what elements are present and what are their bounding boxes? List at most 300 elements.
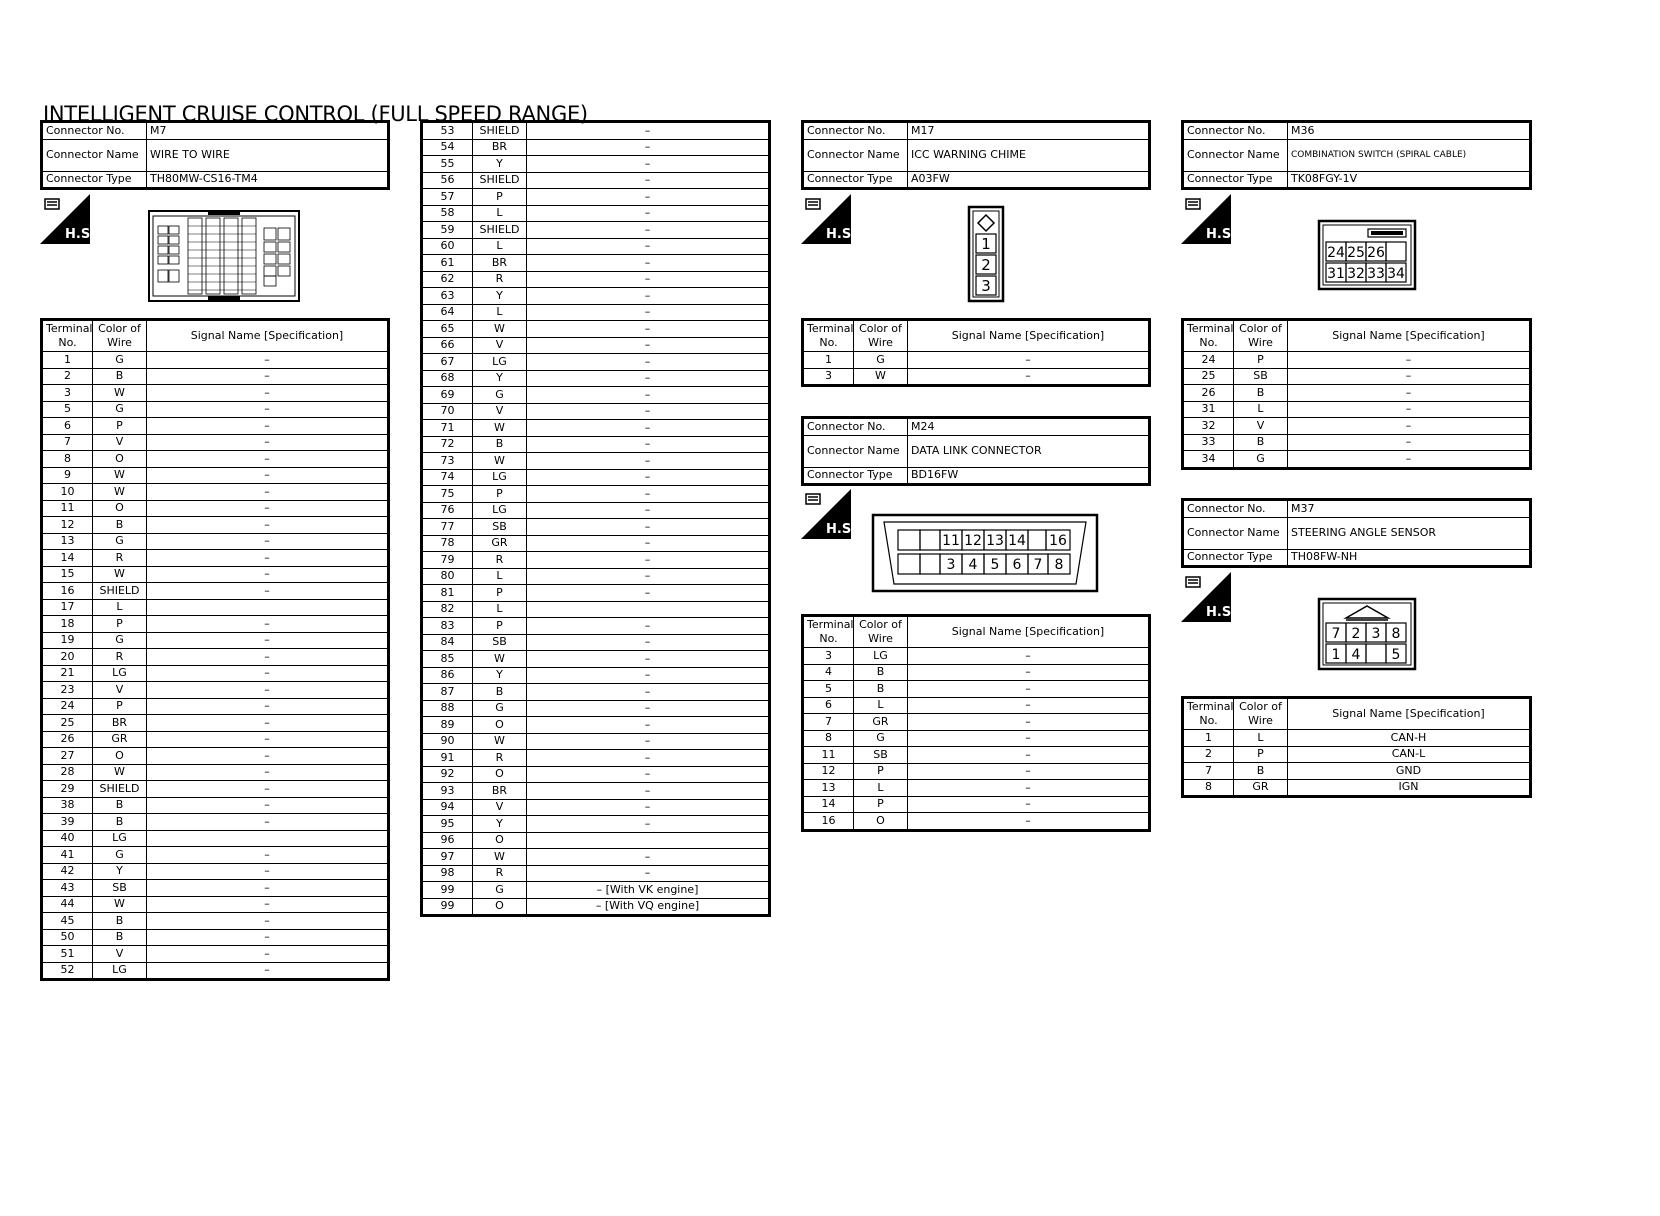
signal-name: – [147, 781, 389, 798]
wire-color: Y [93, 863, 147, 880]
wire-color: L [1234, 730, 1288, 747]
signal-name: – [1288, 368, 1531, 385]
m7-row [42, 484, 389, 501]
signal-name: CAN-H [1288, 730, 1531, 747]
terminal-no: 2 [42, 368, 93, 385]
signal-name: – [147, 566, 389, 583]
m36-connector-name: COMBINATION SWITCH (SPIRAL CABLE) [1288, 139, 1531, 171]
signal-name: – [527, 552, 770, 569]
m24-pin-3: 3 [946, 557, 956, 573]
terminal-no: 1 [42, 352, 93, 369]
terminal-no: 27 [42, 748, 93, 765]
m24-row [803, 664, 1150, 681]
m17-row [803, 352, 1150, 369]
wire-color: G [473, 387, 527, 404]
signal-name: – [147, 814, 389, 831]
wire-color: P [473, 618, 527, 635]
wire-color: V [473, 337, 527, 354]
terminal-no: 7 [1183, 763, 1234, 780]
signal-name: – [908, 796, 1150, 813]
m24-row [803, 796, 1150, 813]
wire-color: L [473, 601, 527, 618]
wire-color: W [93, 764, 147, 781]
m7-row [42, 913, 389, 930]
wire-color: G [473, 882, 527, 899]
signal-name: – [527, 717, 770, 734]
wire-color: G [93, 632, 147, 649]
signal-name: – [147, 896, 389, 913]
terminal-no: 11 [42, 500, 93, 517]
terminal-no: 85 [422, 651, 473, 668]
label-connector-type: Connector Type [1183, 171, 1288, 189]
m7-row [422, 387, 770, 404]
wire-color: O [473, 717, 527, 734]
terminal-no: 81 [422, 585, 473, 602]
m7-terminal-table [40, 318, 390, 981]
signal-name: – [1288, 418, 1531, 435]
wire-color: O [854, 813, 908, 831]
wire-color: GR [473, 535, 527, 552]
signal-name: – [527, 205, 770, 222]
terminal-no: 6 [42, 418, 93, 435]
m24-row [803, 714, 1150, 731]
signal-name: – [147, 731, 389, 748]
wire-color: Y [473, 370, 527, 387]
m17-connector-name: ICC WARNING CHIME [908, 139, 1150, 171]
hs-label: H.S. [65, 227, 96, 242]
signal-name: – [527, 700, 770, 717]
signal-name: – [1288, 434, 1531, 451]
terminal-no: 59 [422, 222, 473, 239]
wire-color: P [93, 418, 147, 435]
terminal-no: 58 [422, 205, 473, 222]
harness-side-icon [1181, 572, 1237, 622]
signal-name: – [908, 813, 1150, 831]
signal-name: – [147, 847, 389, 864]
hs-label: H.S. [1206, 227, 1237, 242]
wire-color: R [93, 649, 147, 666]
signal-name: – [147, 550, 389, 567]
terminal-no: 12 [803, 763, 854, 780]
m7-row [422, 535, 770, 552]
m7-row [422, 420, 770, 437]
label-connector-name: Connector Name [1183, 139, 1288, 171]
terminal-no: 3 [803, 368, 854, 386]
header-terminal-no: Terminal No. [803, 320, 854, 352]
wire-color: O [473, 766, 527, 783]
signal-name: – [147, 451, 389, 468]
hs-label: H.S. [1206, 605, 1237, 620]
header-color-of-wire: Color of Wire [854, 616, 908, 648]
wire-color: W [473, 321, 527, 338]
m36-row [1183, 451, 1531, 469]
m7-row [422, 783, 770, 800]
m7-info-table [40, 120, 390, 190]
wire-color: G [1234, 451, 1288, 469]
m7-row [422, 667, 770, 684]
m24-pin-16: 16 [1049, 533, 1067, 549]
wire-color: P [1234, 746, 1288, 763]
m7-row [42, 649, 389, 666]
terminal-no: 54 [422, 139, 473, 156]
wire-color: L [473, 304, 527, 321]
wire-color: B [473, 436, 527, 453]
signal-name: – [527, 618, 770, 635]
m7-row [422, 651, 770, 668]
m37-row [1183, 746, 1531, 763]
header-terminal-no: Terminal No. [1183, 320, 1234, 352]
m7-row [422, 354, 770, 371]
wire-color: W [93, 467, 147, 484]
terminal-no: 91 [422, 750, 473, 767]
m7-row [42, 946, 389, 963]
signal-name: – [527, 387, 770, 404]
terminal-no: 12 [42, 517, 93, 534]
m17-connector-diagram [968, 206, 1004, 302]
terminal-no: 56 [422, 172, 473, 189]
wire-color: R [93, 550, 147, 567]
terminal-no: 7 [42, 434, 93, 451]
m7-row [422, 799, 770, 816]
m24-pin-7: 7 [1033, 557, 1043, 573]
m24-row [803, 813, 1150, 831]
header-signal-name: Signal Name [Specification] [1288, 698, 1531, 730]
m17-pin-2: 2 [981, 256, 991, 274]
m7-row [42, 451, 389, 468]
m7-row [422, 122, 770, 140]
terminal-no: 16 [42, 583, 93, 600]
wire-color: V [93, 434, 147, 451]
m36-info-table [1181, 120, 1532, 190]
label-connector-name: Connector Name [42, 139, 147, 171]
label-connector-no: Connector No. [803, 122, 908, 140]
wire-color: Y [473, 288, 527, 305]
terminal-no: 34 [1183, 451, 1234, 469]
m7-connector-no: M7 [147, 122, 389, 140]
terminal-no: 76 [422, 502, 473, 519]
terminal-no: 3 [803, 648, 854, 665]
m37-row [1183, 730, 1531, 747]
signal-name: – [527, 271, 770, 288]
m7-row [422, 601, 770, 618]
m24-pin-14: 14 [1008, 533, 1026, 549]
signal-name: – [147, 946, 389, 963]
terminal-no: 1 [803, 352, 854, 369]
m7-row [42, 929, 389, 946]
m7-row [42, 698, 389, 715]
m17-pin-3: 3 [981, 277, 991, 295]
terminal-no: 42 [42, 863, 93, 880]
wire-color: W [473, 849, 527, 866]
m36-pin-33: 33 [1367, 266, 1385, 282]
wire-color: L [1234, 401, 1288, 418]
label-connector-type: Connector Type [803, 171, 908, 189]
signal-name: – [527, 519, 770, 536]
m7-row [422, 172, 770, 189]
m17-terminal-table [801, 318, 1151, 387]
signal-name: – [147, 880, 389, 897]
terminal-no: 89 [422, 717, 473, 734]
terminal-no: 95 [422, 816, 473, 833]
header-signal-name: Signal Name [Specification] [1288, 320, 1531, 352]
terminal-no: 5 [42, 401, 93, 418]
signal-name: – [147, 913, 389, 930]
m7-row [422, 139, 770, 156]
m36-pin-32: 32 [1347, 266, 1365, 282]
terminal-no: 92 [422, 766, 473, 783]
wire-color: P [93, 698, 147, 715]
m7-row [422, 288, 770, 305]
signal-name: – [147, 352, 389, 369]
signal-name: – [147, 748, 389, 765]
signal-name: – [527, 535, 770, 552]
wire-color: B [1234, 763, 1288, 780]
signal-name: – [527, 865, 770, 882]
terminal-no: 40 [42, 830, 93, 847]
m36-connector-no: M36 [1288, 122, 1531, 140]
signal-name: – [527, 304, 770, 321]
signal-name: – [147, 665, 389, 682]
wire-color: LG [473, 354, 527, 371]
m37-pin-5: 5 [1391, 647, 1401, 663]
m24-pin-4: 4 [968, 557, 978, 573]
signal-name: – [1288, 352, 1531, 369]
m37-pin-7: 7 [1331, 626, 1341, 642]
m7-row [422, 469, 770, 486]
terminal-no: 88 [422, 700, 473, 717]
terminal-no: 38 [42, 797, 93, 814]
terminal-no: 28 [42, 764, 93, 781]
signal-name: – [527, 585, 770, 602]
header-color-of-wire: Color of Wire [854, 320, 908, 352]
m24-row [803, 763, 1150, 780]
m7-row [422, 552, 770, 569]
wire-color: L [473, 238, 527, 255]
terminal-no: 87 [422, 684, 473, 701]
wire-color: B [854, 681, 908, 698]
terminal-no: 11 [803, 747, 854, 764]
wire-color: W [93, 385, 147, 402]
m7-row [422, 337, 770, 354]
header-color-of-wire: Color of Wire [1234, 698, 1288, 730]
signal-name: – [527, 634, 770, 651]
m7-row [422, 222, 770, 239]
wire-color: LG [93, 962, 147, 980]
m37-pin-4: 4 [1351, 647, 1361, 663]
wire-color: L [854, 780, 908, 797]
signal-name: – [527, 486, 770, 503]
m7-row [42, 550, 389, 567]
m7-row [42, 896, 389, 913]
signal-name: – [147, 401, 389, 418]
harness-side-icon [801, 194, 857, 244]
wire-color: G [854, 352, 908, 369]
signal-name: – [527, 849, 770, 866]
wire-color: V [473, 403, 527, 420]
wire-color: G [854, 730, 908, 747]
m36-pin-34: 34 [1387, 266, 1405, 282]
terminal-no: 41 [42, 847, 93, 864]
wire-color: B [473, 684, 527, 701]
m36-row [1183, 385, 1531, 402]
m37-info-table [1181, 498, 1532, 568]
signal-name: – [527, 502, 770, 519]
m24-row [803, 780, 1150, 797]
m7-row [42, 748, 389, 765]
wire-color: P [854, 763, 908, 780]
signal-name: – [527, 816, 770, 833]
wire-color: G [473, 700, 527, 717]
m7-row [422, 568, 770, 585]
wire-color: B [1234, 434, 1288, 451]
terminal-no: 45 [42, 913, 93, 930]
terminal-no: 73 [422, 453, 473, 470]
wire-color: SB [93, 880, 147, 897]
terminal-no: 21 [42, 665, 93, 682]
wire-color: R [473, 271, 527, 288]
wire-color: Y [473, 816, 527, 833]
m36-pin-25: 25 [1347, 245, 1365, 261]
wire-color: B [1234, 385, 1288, 402]
signal-name: – [527, 766, 770, 783]
wire-color: O [93, 500, 147, 517]
m7-row [42, 517, 389, 534]
m7-row [422, 618, 770, 635]
terminal-no: 99 [422, 882, 473, 899]
wire-color: R [473, 865, 527, 882]
wire-color: LG [93, 665, 147, 682]
m24-terminal-table [801, 614, 1151, 832]
wire-color: W [473, 733, 527, 750]
wire-color: P [854, 796, 908, 813]
m24-row [803, 681, 1150, 698]
signal-name: – [147, 962, 389, 980]
m7-row [42, 962, 389, 980]
terminal-no: 20 [42, 649, 93, 666]
terminal-no: 64 [422, 304, 473, 321]
m7-row [422, 585, 770, 602]
wire-color: P [93, 616, 147, 633]
signal-name: – [147, 533, 389, 550]
m37-connector-type: TH08FW-NH [1288, 549, 1531, 567]
signal-name: – [147, 698, 389, 715]
m7-row [422, 750, 770, 767]
signal-name: – [908, 747, 1150, 764]
signal-name: – [908, 730, 1150, 747]
m17-connector-no: M17 [908, 122, 1150, 140]
wire-color: G [93, 847, 147, 864]
signal-name: – [147, 517, 389, 534]
signal-name: – [908, 664, 1150, 681]
label-connector-no: Connector No. [42, 122, 147, 140]
wire-color: W [473, 453, 527, 470]
signal-name: – [908, 352, 1150, 369]
wire-color: SB [473, 519, 527, 536]
m7-row [42, 583, 389, 600]
wire-color: V [1234, 418, 1288, 435]
m7-row [422, 189, 770, 206]
m7-row [422, 832, 770, 849]
wire-color: L [473, 568, 527, 585]
terminal-no: 60 [422, 238, 473, 255]
terminal-no: 62 [422, 271, 473, 288]
wire-color: SB [473, 634, 527, 651]
m36-pin-24: 24 [1327, 245, 1345, 261]
signal-name: – [527, 370, 770, 387]
signal-name: – [527, 733, 770, 750]
terminal-no: 32 [1183, 418, 1234, 435]
wire-color: LG [93, 830, 147, 847]
m7-row [42, 797, 389, 814]
m7-row [42, 401, 389, 418]
m7-row [422, 700, 770, 717]
m24-pin-8: 8 [1054, 557, 1064, 573]
terminal-no: 10 [42, 484, 93, 501]
wire-color: SHIELD [473, 222, 527, 239]
m7-row [422, 849, 770, 866]
label-connector-name: Connector Name [1183, 517, 1288, 549]
signal-name: – [908, 714, 1150, 731]
m7-connector-diagram [148, 210, 300, 302]
m7-row [42, 352, 389, 369]
terminal-no: 79 [422, 552, 473, 569]
m7-row [42, 632, 389, 649]
m24-pin-6: 6 [1012, 557, 1022, 573]
m24-row [803, 697, 1150, 714]
m7-row [42, 500, 389, 517]
terminal-no: 67 [422, 354, 473, 371]
signal-name: – [527, 453, 770, 470]
m36-connector-diagram [1318, 220, 1416, 290]
signal-name [147, 830, 389, 847]
terminal-no: 74 [422, 469, 473, 486]
m7-row [422, 403, 770, 420]
wire-color: W [473, 420, 527, 437]
signal-name: – [527, 189, 770, 206]
signal-name: – [1288, 451, 1531, 469]
terminal-no: 14 [803, 796, 854, 813]
signal-name [147, 599, 389, 616]
header-terminal-no: Terminal No. [42, 320, 93, 352]
hs-label: H.S. [826, 522, 857, 537]
m36-pin-26: 26 [1367, 245, 1385, 261]
terminal-no: 16 [803, 813, 854, 831]
signal-name: – [147, 649, 389, 666]
terminal-no: 6 [803, 697, 854, 714]
m7-row [42, 715, 389, 732]
terminal-no: 75 [422, 486, 473, 503]
signal-name: – [527, 222, 770, 239]
signal-name: – [147, 418, 389, 435]
m7-row [42, 368, 389, 385]
signal-name: – [908, 780, 1150, 797]
m7-row [42, 814, 389, 831]
m7-row [422, 733, 770, 750]
terminal-no: 97 [422, 849, 473, 866]
terminal-no: 5 [803, 681, 854, 698]
m7-row [422, 882, 770, 899]
signal-name: – [908, 681, 1150, 698]
signal-name: – [147, 368, 389, 385]
signal-name: – [527, 238, 770, 255]
terminal-no: 70 [422, 403, 473, 420]
m37-row [1183, 779, 1531, 797]
wire-color: P [1234, 352, 1288, 369]
m7-row [422, 156, 770, 173]
wire-color: BR [473, 139, 527, 156]
terminal-no: 71 [422, 420, 473, 437]
m24-row [803, 730, 1150, 747]
